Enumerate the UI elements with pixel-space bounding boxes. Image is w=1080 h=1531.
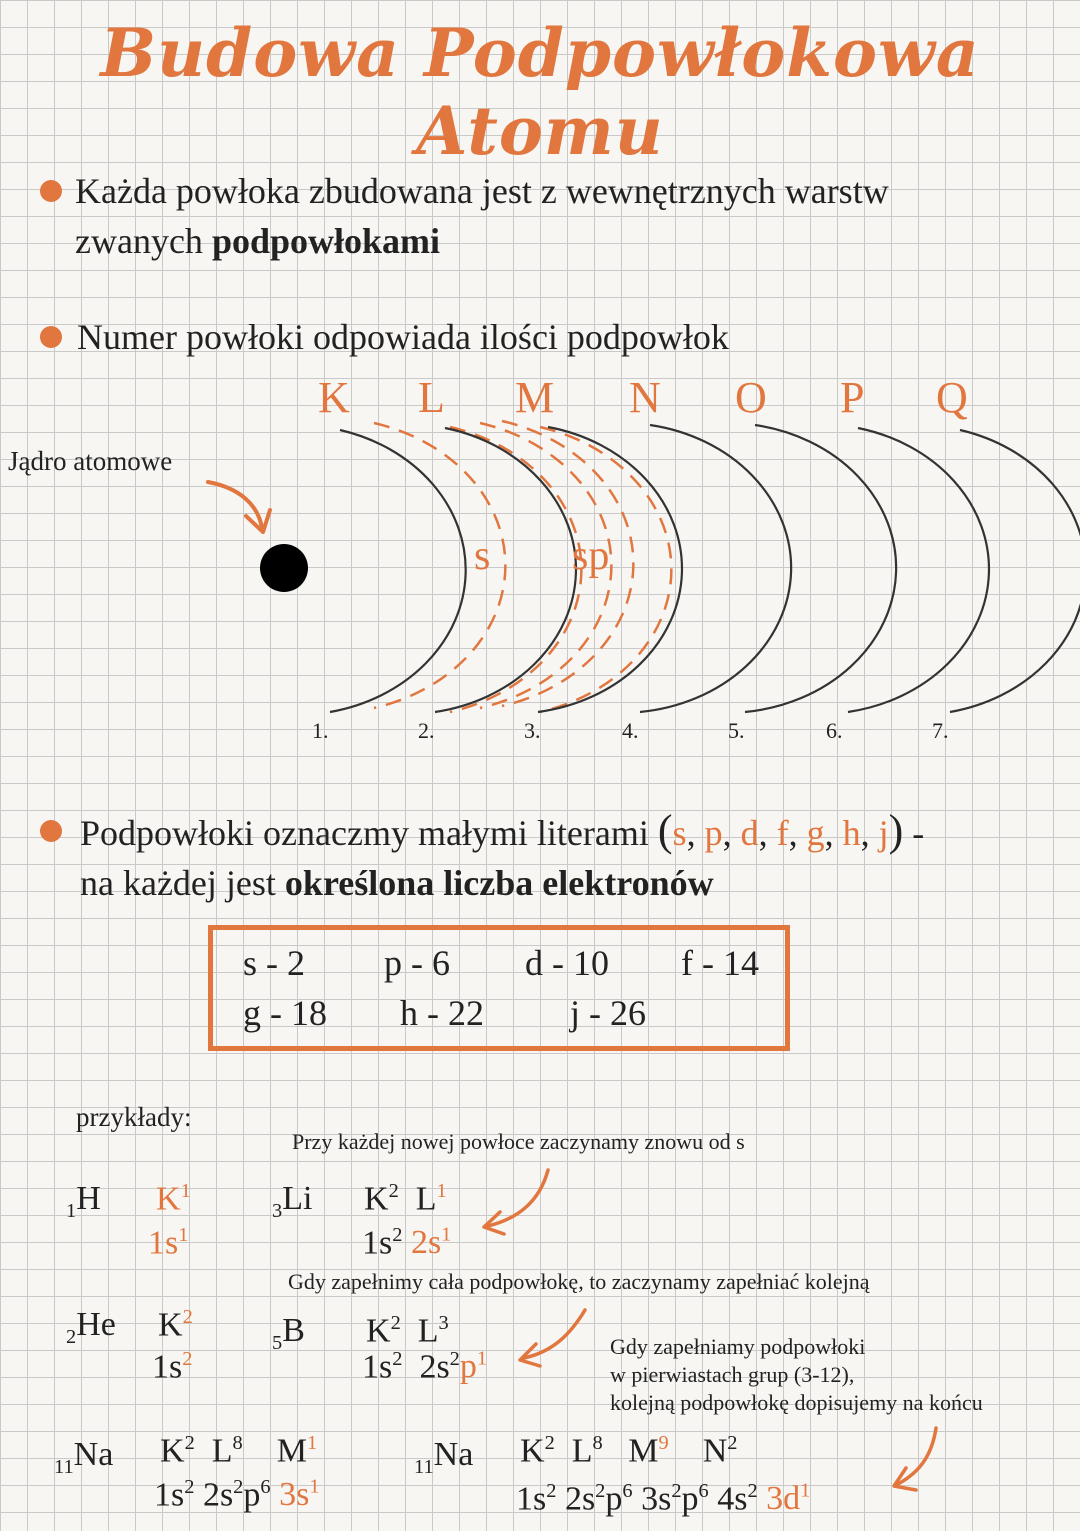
subshell-config: $1s^2$: [152, 1348, 193, 1386]
shell-number: 1.: [312, 718, 329, 743]
bullet-text-letters: [80, 806, 924, 908]
arrow-icon: [488, 1170, 548, 1226]
letter-f: f: [776, 813, 789, 853]
shell-number: 2.: [418, 718, 435, 743]
capacity-p: p - 6: [384, 943, 450, 983]
letter-s: s: [672, 813, 687, 853]
subshell-config: $1s^2$ $2s^2p^6$ $3s^2p^6$ $4s^2$ $3d^1$: [516, 1480, 811, 1518]
shell-number: 3.: [524, 718, 541, 743]
shell-config: $K^2$ $L^1$: [364, 1180, 447, 1218]
letter-g: g: [806, 813, 825, 853]
shell-letter-Q: Q: [936, 373, 968, 422]
bold-term: podpowłokami: [211, 221, 441, 261]
subshell-config: $1s^2$ $2s^2p^1$: [362, 1348, 488, 1386]
capacity-d: d - 10: [525, 943, 609, 983]
shell-number: 5.: [728, 718, 745, 743]
shell-letter-P: P: [840, 373, 865, 422]
note-fill-subshell: Gdy zapełnimy cała podpowłokę, to zaczynamy zapełniać kolejną: [288, 1269, 870, 1294]
shell-config: $K^1$: [156, 1180, 191, 1218]
text: Podpowłoki oznaczmy małymi literami: [80, 813, 649, 853]
arrow-icon: [524, 1310, 585, 1358]
note-new-shell: Przy każdej nowej powłoce zaczynamy znowu od s: [292, 1129, 745, 1154]
shell-number: 4.: [622, 718, 639, 743]
text: na każdej jest: [80, 863, 285, 903]
bullet-line: Każda powłoka zbudowana jest z wewnętrznych warstw: [75, 171, 889, 211]
dash: -: [912, 813, 925, 853]
shell-letter-L: L: [418, 373, 445, 422]
bullet-text-shell-number: Numer powłoki odpowiada ilości podpowłok: [77, 317, 729, 357]
element-Na: $_{11}$Na: [414, 1436, 474, 1478]
shell-letter-O: O: [735, 373, 767, 422]
subshell-config: $1s^1$: [148, 1224, 189, 1262]
capacity-h: h - 22: [400, 993, 484, 1033]
shell-letter-N: N: [629, 373, 661, 422]
shell-config: $K^2$ $L^8$ $M^1$: [160, 1432, 318, 1470]
shell-number: 6.: [826, 718, 843, 743]
subshell-config: $1s^2$ $2s^1$: [362, 1224, 452, 1262]
shell-config: $K^2$ $L^8$ $M^9$ $N^2$: [520, 1432, 738, 1470]
nucleus-icon: [260, 544, 308, 592]
capacity-j: j - 26: [570, 993, 646, 1033]
page-title: Budowa Podpowłokowa Atomu: [100, 14, 980, 170]
letter-h: h: [842, 813, 861, 853]
shell-diagram: [0, 370, 1080, 760]
paren: (: [657, 806, 673, 855]
shell-number: 7.: [932, 718, 949, 743]
capacity-f: f - 14: [681, 943, 759, 983]
shell-letter-M: M: [515, 373, 555, 422]
bullet-text-subshells: [75, 166, 889, 266]
shell-letter-K: K: [318, 373, 350, 422]
note-line: kolejną podpowłokę dopisujemy na końcu: [610, 1390, 983, 1415]
subshell-label-M: sp: [572, 533, 610, 579]
shell-config: $K^2$ $L^3$: [366, 1312, 449, 1350]
note-line: Gdy zapełniamy podpowłoki: [610, 1334, 866, 1359]
subshell-label-L: s: [474, 533, 491, 579]
bullet-dot: [40, 180, 62, 202]
letter-j: j: [878, 813, 889, 853]
element-B: $_5$B: [272, 1312, 305, 1354]
nucleus-label: Jądro atomowe: [8, 446, 173, 476]
letter-d: d: [740, 813, 759, 853]
arrow-icon: [898, 1428, 936, 1484]
bullet-line: Podpowłoki oznaczmy małymi literami (s, p, d, f, g, h, j) -: [80, 806, 925, 855]
capacity-g: g - 18: [243, 993, 327, 1033]
letter-p: p: [704, 813, 723, 853]
note-line: w pierwiastach grup (3-12),: [610, 1362, 855, 1387]
text: zwanych: [75, 221, 212, 261]
bold-term: określona liczba elektronów: [284, 863, 714, 903]
shell-config: $K^2$: [158, 1306, 193, 1344]
subshell-config: $1s^2$ $2s^2p^6$ $3s^1$: [154, 1476, 320, 1514]
element-He: $_2$He: [66, 1306, 116, 1348]
bullet-line: [75, 216, 889, 266]
paren: ): [888, 806, 904, 855]
bullet-line: [80, 858, 924, 908]
bullet-dot: [40, 326, 62, 348]
element-H: $_1$H: [66, 1180, 101, 1222]
element-Na: $_{11}$Na: [54, 1436, 114, 1478]
element-Li: $_3$Li: [272, 1180, 313, 1222]
bullet-dot: [40, 820, 62, 842]
examples-heading: przykłady:: [76, 1102, 192, 1132]
capacity-s: s - 2: [243, 943, 305, 983]
